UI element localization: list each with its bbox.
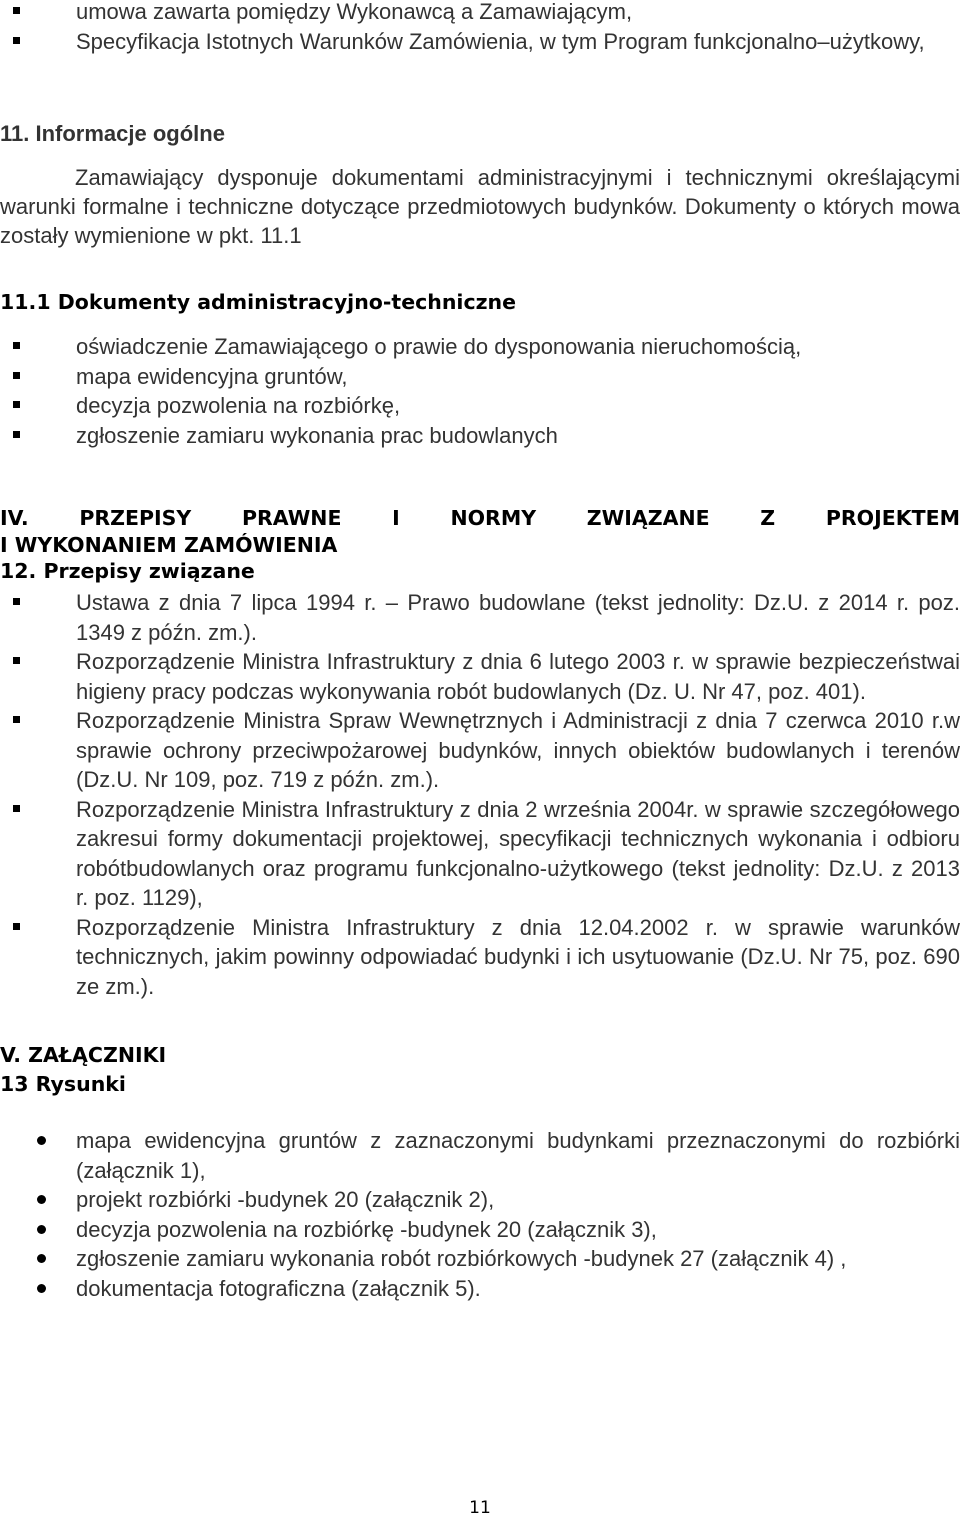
list-item: [0, 1126, 960, 1185]
list-item: [0, 27, 960, 56]
list-item-text: Rozporządzenie Ministra Infrastruktury z dnia 12.04.2002 r. w sprawie warunków technicznych, jakim powinny odpowiadać budynki i ich usytuowanie (Dz.U. Nr 75, poz. 690 ze zm.).: [76, 914, 960, 999]
square-bullet-icon: [13, 923, 20, 930]
list-item: [0, 588, 960, 647]
square-bullet-icon: [13, 716, 20, 723]
list-item: [0, 1215, 960, 1245]
round-bullet-icon: [37, 1225, 46, 1234]
list-item: [0, 391, 960, 421]
list-item: [0, 0, 960, 27]
section-heading-line-1: IV. PRZEPISY PRAWNE I NORMY ZWIĄZANE Z PROJEKTEM: [0, 506, 960, 530]
documents-list: [0, 332, 960, 450]
list-item: [0, 1274, 960, 1304]
square-bullet-icon: [13, 7, 20, 14]
list-item-text: Ustawa z dnia 7 lipca 1994 r. – Prawo budowlane (tekst jednolity: Dz.U. z 2014 r. poz. 1349 z późn. zm.).: [76, 590, 960, 645]
list-item: [0, 421, 960, 451]
square-bullet-icon: [13, 342, 20, 349]
list-item: [0, 913, 960, 1002]
list-item-text: zgłoszenie zamiaru wykonania prac budowlanych: [76, 422, 558, 448]
list-item-text: Rozporządzenie Ministra Infrastruktury z dnia 2 września 2004r. w sprawie szczegółowego zakresui formy dokumentacji projektowej, specyfikacji technicznych wykonania i odbioru robótbudowlanych oraz programu funkcjonalno-użytkowego (tekst jednolity: Dz.U. z 2013 r. poz. 1129),: [76, 796, 960, 910]
list-item: [0, 362, 960, 392]
top-bullet-list: [0, 0, 960, 56]
list-item-text: decyzja pozwolenia na rozbiórkę -budynek 20 (załącznik 3),: [76, 1216, 657, 1242]
list-item-text: projekt rozbiórki -budynek 20 (załącznik 2),: [76, 1187, 495, 1212]
list-item: [0, 332, 960, 362]
square-bullet-icon: [13, 37, 20, 44]
section-heading: 11. Informacje ogólne: [0, 121, 225, 146]
square-bullet-icon: [13, 598, 20, 605]
list-item-text: Specyfikacja Istotnych Warunków Zamówienia, w tym Program funkcjonalno–użytkowy,: [76, 28, 925, 54]
list-item-text: decyzja pozwolenia na rozbiórkę,: [76, 393, 401, 418]
square-bullet-icon: [13, 805, 20, 812]
section-11-1-list-block: [0, 332, 960, 450]
section-11-1: [0, 288, 960, 317]
round-bullet-icon: [37, 1136, 46, 1145]
section-v-list-block: [0, 1126, 960, 1303]
square-bullet-icon: [13, 372, 20, 379]
section-heading: 11.1 Dokumenty administracyjno-techniczne: [0, 290, 517, 314]
section-subheading: 13 Rysunki: [0, 1071, 126, 1096]
list-item-text: Rozporządzenie Ministra Infrastruktury z dnia 6 lutego 2003 r. w sprawie bezpieczeństwai higieny pracy podczas wykonywania robót budowlanych (Dz. U. Nr 47, poz. 401).: [76, 649, 960, 704]
square-bullet-icon: [13, 657, 20, 664]
list-item-text: oświadczenie Zamawiającego o prawie do dysponowania nieruchomością,: [76, 334, 802, 359]
top-bullet-list-block: [0, 0, 960, 56]
section-v-heading: [0, 1041, 960, 1098]
round-bullet-icon: [37, 1254, 46, 1263]
section-11-paragraph: Zamawiający dysponuje dokumentami administracyjnymi i technicznymi określającymi warunki formalne i techniczne dotyczące przedmiotowych budynków. Dokumenty o których mowa zostały wymienione w pkt. 11.1: [0, 165, 960, 248]
section-subheading: 12. Przepisy związane: [0, 559, 255, 583]
list-item-text: zgłoszenie zamiaru wykonania robót rozbiórkowych -budynek 27 (załącznik 4) ,: [76, 1246, 847, 1271]
section-iv-heading: [0, 504, 960, 586]
list-item-text: umowa zawarta pomiędzy Wykonawcą a Zamawiającym,: [76, 0, 633, 24]
list-item: [0, 1185, 960, 1215]
attachments-list: [0, 1126, 960, 1303]
list-item-text: mapa ewidencyjna gruntów,: [76, 363, 348, 389]
regulations-list: [0, 588, 960, 1001]
square-bullet-icon: [13, 401, 20, 408]
list-item-text: Rozporządzenie Ministra Spraw Wewnętrznych i Administracji z dnia 7 czerwca 2010 r.w sprawie ochrony przeciwpożarowej budynków, innych obiektów budowlanych i terenów (Dz.U. Nr 109, poz. 719 z późn. zm.).: [76, 708, 960, 792]
page-number: 11: [469, 1498, 491, 1518]
list-item: [0, 647, 960, 706]
section-11: [0, 119, 960, 148]
square-bullet-icon: [13, 431, 20, 438]
section-heading-line-2: I WYKONANIEM ZAMÓWIENIA: [0, 532, 338, 557]
list-item: [0, 1244, 960, 1274]
round-bullet-icon: [37, 1284, 46, 1293]
list-item-text: mapa ewidencyjna gruntów z zaznaczonymi budynkami przeznaczonymi do rozbiórki (załącznik 1),: [76, 1128, 960, 1183]
list-item: [0, 706, 960, 795]
section-heading: V. ZAŁĄCZNIKI: [0, 1043, 167, 1067]
list-item: [0, 795, 960, 913]
list-item-text: dokumentacja fotograficzna (załącznik 5).: [76, 1275, 481, 1301]
section-iv-list-block: [0, 588, 960, 1001]
round-bullet-icon: [37, 1195, 46, 1204]
